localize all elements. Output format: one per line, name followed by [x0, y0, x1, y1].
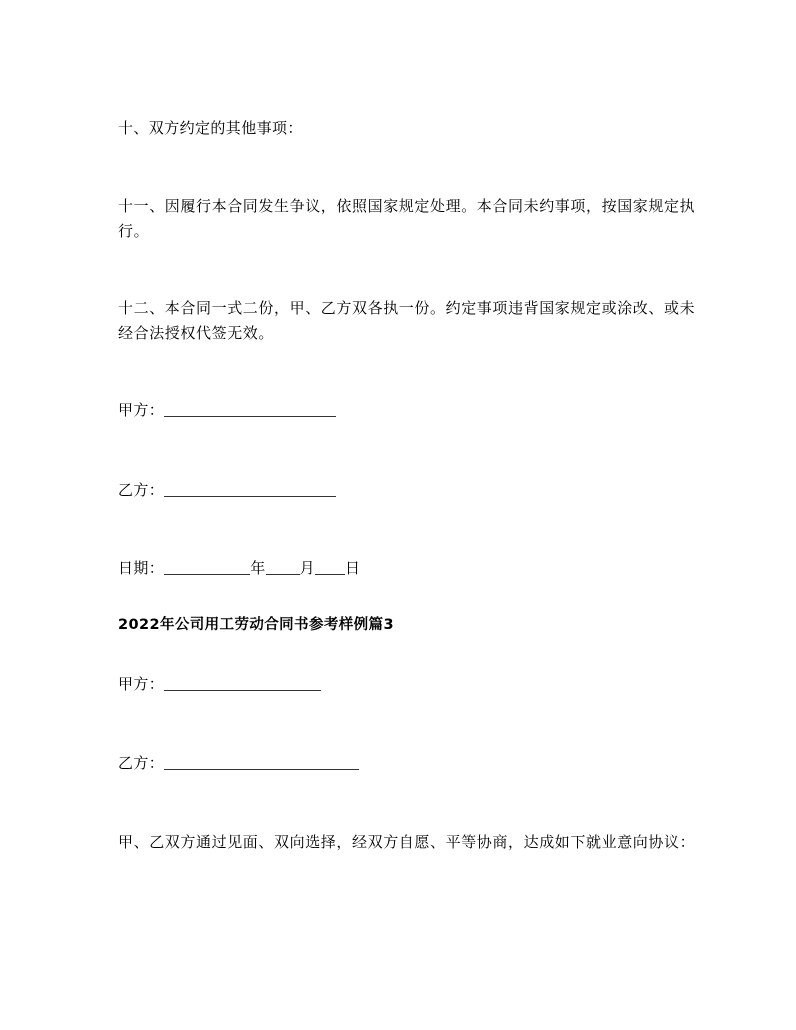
clause-12: 十二、本合同一式二份，甲、乙方双各执一份。约定事项违背国家规定或涂改、或未经合法授权代签无效。	[118, 299, 696, 342]
party-a-label-2: 甲方：	[118, 675, 165, 693]
section-heading: 2022年公司用工劳动合同书参考样例篇3	[118, 617, 394, 633]
party-a-signature-line	[118, 398, 336, 423]
party-a-label: 甲方：	[118, 401, 165, 419]
clause-10: 十、双方约定的其他事项：	[118, 119, 303, 137]
year-label: 年	[250, 559, 266, 577]
party-b-line-2	[118, 751, 359, 776]
date-label: 日期：	[118, 559, 165, 577]
date-line	[118, 556, 360, 581]
party-b-blank-2[interactable]	[164, 754, 359, 770]
day-blank[interactable]	[315, 559, 345, 575]
party-b-label: 乙方：	[118, 481, 165, 499]
party-b-label-2: 乙方：	[118, 754, 165, 772]
year-blank[interactable]	[164, 559, 250, 575]
party-a-blank[interactable]	[164, 401, 336, 417]
party-a-blank-2[interactable]	[164, 675, 321, 691]
month-label: 月	[299, 559, 316, 577]
month-blank[interactable]	[266, 559, 300, 575]
party-b-signature-line	[118, 478, 336, 503]
party-b-blank[interactable]	[164, 481, 336, 497]
clause-11: 十一、因履行本合同发生争议，依照国家规定处理。本合同未约事项，按国家规定执行。	[118, 197, 696, 240]
intro-paragraph: 甲、乙双方通过见面、双向选择，经双方自愿、平等协商，达成如下就业意向协议：	[118, 833, 696, 851]
day-label: 日	[345, 559, 361, 577]
party-a-line-2	[118, 672, 321, 697]
